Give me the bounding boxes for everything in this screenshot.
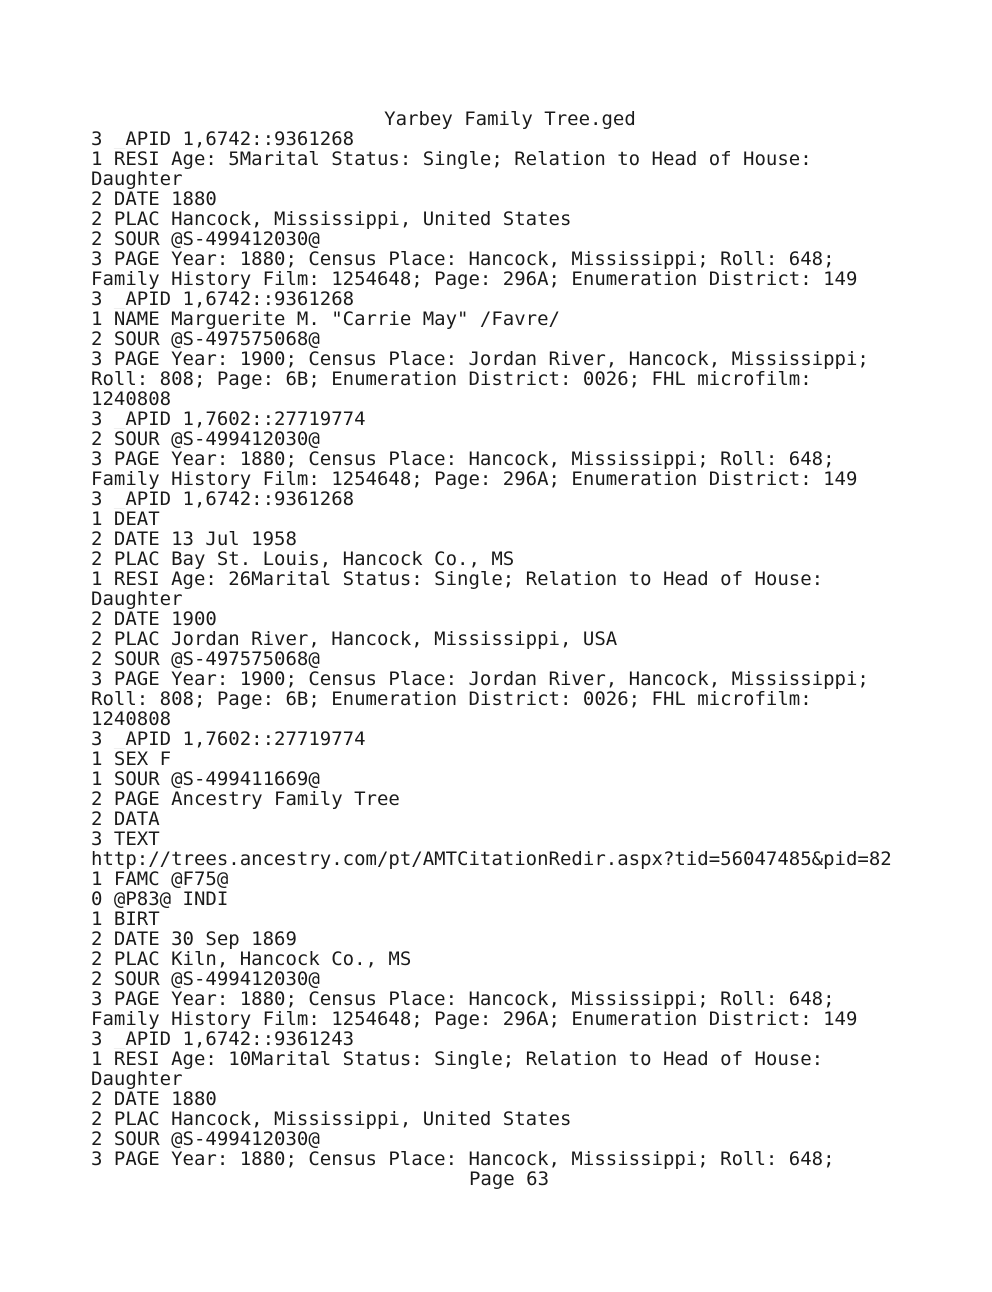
ged-line: 2 SOUR @S-499412030@: [91, 229, 320, 249]
ged-line: 1 SOUR @S-499411669@: [91, 769, 320, 789]
ged-line: 2 SOUR @S-497575068@: [91, 649, 320, 669]
ged-line: Family History Film: 1254648; Page: 296A; Enumeration District: 149: [91, 269, 858, 289]
ged-line: 2 DATA: [91, 809, 160, 829]
ged-line: 2 DATE 13 Jul 1958: [91, 529, 297, 549]
ged-text-body: [91, 129, 981, 1169]
ged-line: 1 RESI Age: 10Marital Status: Single; Relation to Head of House:: [91, 1049, 824, 1069]
ged-line: 1240808: [91, 389, 172, 409]
ged-line: 3 PAGE Year: 1880; Census Place: Hancock, Mississippi; Roll: 648;: [91, 989, 835, 1009]
ged-line: 3 _APID 1,7602::27719774: [91, 409, 366, 429]
ged-line: 2 PLAC Hancock, Mississippi, United States: [91, 1109, 572, 1129]
ged-line: 3 PAGE Year: 1900; Census Place: Jordan River, Hancock, Mississippi;: [91, 669, 869, 689]
ged-line: Roll: 808; Page: 6B; Enumeration District: 0026; FHL microfilm:: [91, 369, 812, 389]
ged-line: 2 SOUR @S-499412030@: [91, 1129, 320, 1149]
ged-line: 3 PAGE Year: 1880; Census Place: Hancock, Mississippi; Roll: 648;: [91, 249, 835, 269]
ged-line: 3 PAGE Year: 1880; Census Place: Hancock, Mississippi; Roll: 648;: [91, 1149, 835, 1169]
ged-line: 1 FAMC @F75@: [91, 869, 229, 889]
ged-line: 3 _APID 1,7602::27719774: [91, 729, 366, 749]
page-number: Page 63: [468, 1168, 550, 1190]
ged-line: Daughter: [91, 1069, 183, 1089]
ged-line: 2 SOUR @S-499412030@: [91, 429, 320, 449]
ged-line: 2 SOUR @S-499412030@: [91, 969, 320, 989]
ged-line: 1 BIRT: [91, 909, 160, 929]
ged-line: 3 PAGE Year: 1880; Census Place: Hancock, Mississippi; Roll: 648;: [91, 449, 835, 469]
ged-line: 2 PLAC Jordan River, Hancock, Mississippi, USA: [91, 629, 618, 649]
ged-line: 1 DEAT: [91, 509, 160, 529]
ged-line: 2 PLAC Bay St. Louis, Hancock Co., MS: [91, 549, 515, 569]
page-header: Yarbey Family Tree.ged: [384, 108, 636, 130]
ged-line: 2 PLAC Hancock, Mississippi, United States: [91, 209, 572, 229]
ged-line: 2 DATE 1900: [91, 609, 217, 629]
ged-line: 3 _APID 1,6742::9361268: [91, 489, 355, 509]
ged-line: 3 _APID 1,6742::9361243: [91, 1029, 355, 1049]
ged-line: Roll: 808; Page: 6B; Enumeration District: 0026; FHL microfilm:: [91, 689, 812, 709]
ged-line: 2 DATE 1880: [91, 189, 217, 209]
ged-line: 1240808: [91, 709, 172, 729]
ged-line: Daughter: [91, 589, 183, 609]
ged-line: Family History Film: 1254648; Page: 296A; Enumeration District: 149: [91, 469, 858, 489]
ged-line: Family History Film: 1254648; Page: 296A; Enumeration District: 149: [91, 1009, 858, 1029]
ged-line: 3 _APID 1,6742::9361268: [91, 289, 355, 309]
ged-line: http://trees.ancestry.com/pt/AMTCitationRedir.aspx?tid=56047485&pid=82: [91, 849, 892, 869]
ged-line: 1 RESI Age: 26Marital Status: Single; Relation to Head of House:: [91, 569, 824, 589]
ged-line: 2 DATE 30 Sep 1869: [91, 929, 297, 949]
ged-line: 2 SOUR @S-497575068@: [91, 329, 320, 349]
ged-line: 1 NAME Marguerite M. "Carrie May" /Favre/: [91, 309, 560, 329]
ged-line: 3 _APID 1,6742::9361268: [91, 129, 355, 149]
ged-line: 0 @P83@ INDI: [91, 889, 229, 909]
ged-line: 3 PAGE Year: 1900; Census Place: Jordan River, Hancock, Mississippi;: [91, 349, 869, 369]
ged-line: Daughter: [91, 169, 183, 189]
ged-line: 2 PLAC Kiln, Hancock Co., MS: [91, 949, 412, 969]
ged-line: 1 SEX F: [91, 749, 172, 769]
ged-line: 2 PAGE Ancestry Family Tree: [91, 789, 400, 809]
ged-line: 1 RESI Age: 5Marital Status: Single; Relation to Head of House:: [91, 149, 812, 169]
ged-line: 2 DATE 1880: [91, 1089, 217, 1109]
ged-line: 3 TEXT: [91, 829, 160, 849]
